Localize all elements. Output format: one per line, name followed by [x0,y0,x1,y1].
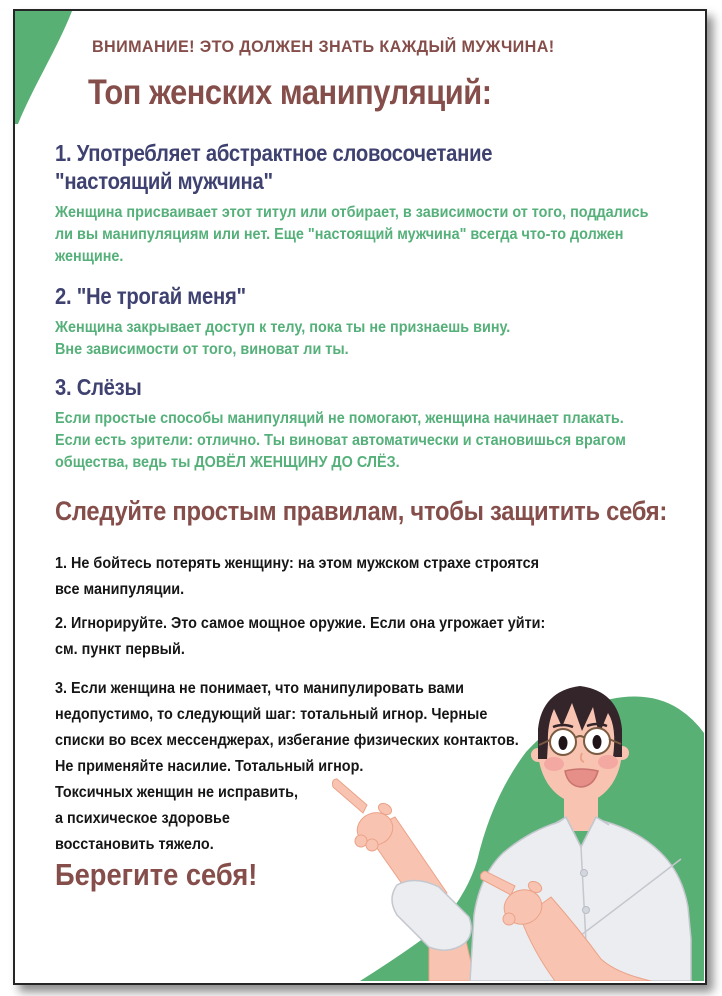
section-real-man [55,139,707,268]
page-title: Топ женских манипуляций: [88,73,492,112]
corner-green-crescent-shape [15,11,85,131]
rules-title: Следуйте простым правилам, чтобы защитить себя: [55,496,668,526]
section-heading: 2. "Не трогай меня" [55,283,246,309]
man-cheek-right [598,755,618,769]
section-dont-touch-me [55,282,561,361]
warning-text: ВНИМАНИЕ! ЭТО ДОЛЖЕН ЗНАТЬ КАЖДЫЙ МУЖЧИНА! [92,37,555,56]
shirt-button [581,870,588,877]
poster-page [13,9,707,985]
man-eye-right [593,735,602,749]
shirt-button [583,907,590,914]
section-body: Если простые способы манипуляций не помогают, женщина начинает плакать. Если есть зрители: отлично. Ты виноват автоматически и становишься врагом общества, ведь ты ДОВЁЛ ЖЕНЩИНУ ДО СЛЁЗ. [55,410,626,471]
rule-item-3: 3. Если женщина не понимает, что манипулировать вами недопустимо, то следующий шаг: тотальный игнор. Черные списки во всех мессенджерах, избегание физических контактов. Не применяйте насилие. Тотальный игнор. Токсичных женщин не исправить, а психическое здоровье восстановить тяжело. [55,680,519,853]
man-eye-left [559,736,568,750]
section-tears [55,373,689,474]
rule-item-2: 2. Игнорируйте. Это самое мощное оружие. Если она угрожает уйти: см. пункт первый. [55,615,546,658]
man-pointing-illustration [311,647,704,981]
section-heading: 1. Употребляет абстрактное словосочетание "настоящий мужчина" [55,140,493,194]
section-heading: 3. Слёзы [55,374,142,400]
rule-item-1: 1. Не бойтесь потерять женщину: на этом мужском страхе строятся все манипуляции. [55,555,540,598]
section-body: Женщина закрывает доступ к телу, пока ты не признаешь вину. Вне зависимости от того, виноват ли ты. [55,319,511,358]
closing-text: Берегите себя! [55,857,258,892]
section-body: Женщина присваивает этот титул или отбирает, в зависимости от того, поддались ли вы манипуляциям или нет. Еще "настоящий мужчина" всегда что-то должен женщине. [55,204,649,265]
man-cheek-left [544,757,564,771]
